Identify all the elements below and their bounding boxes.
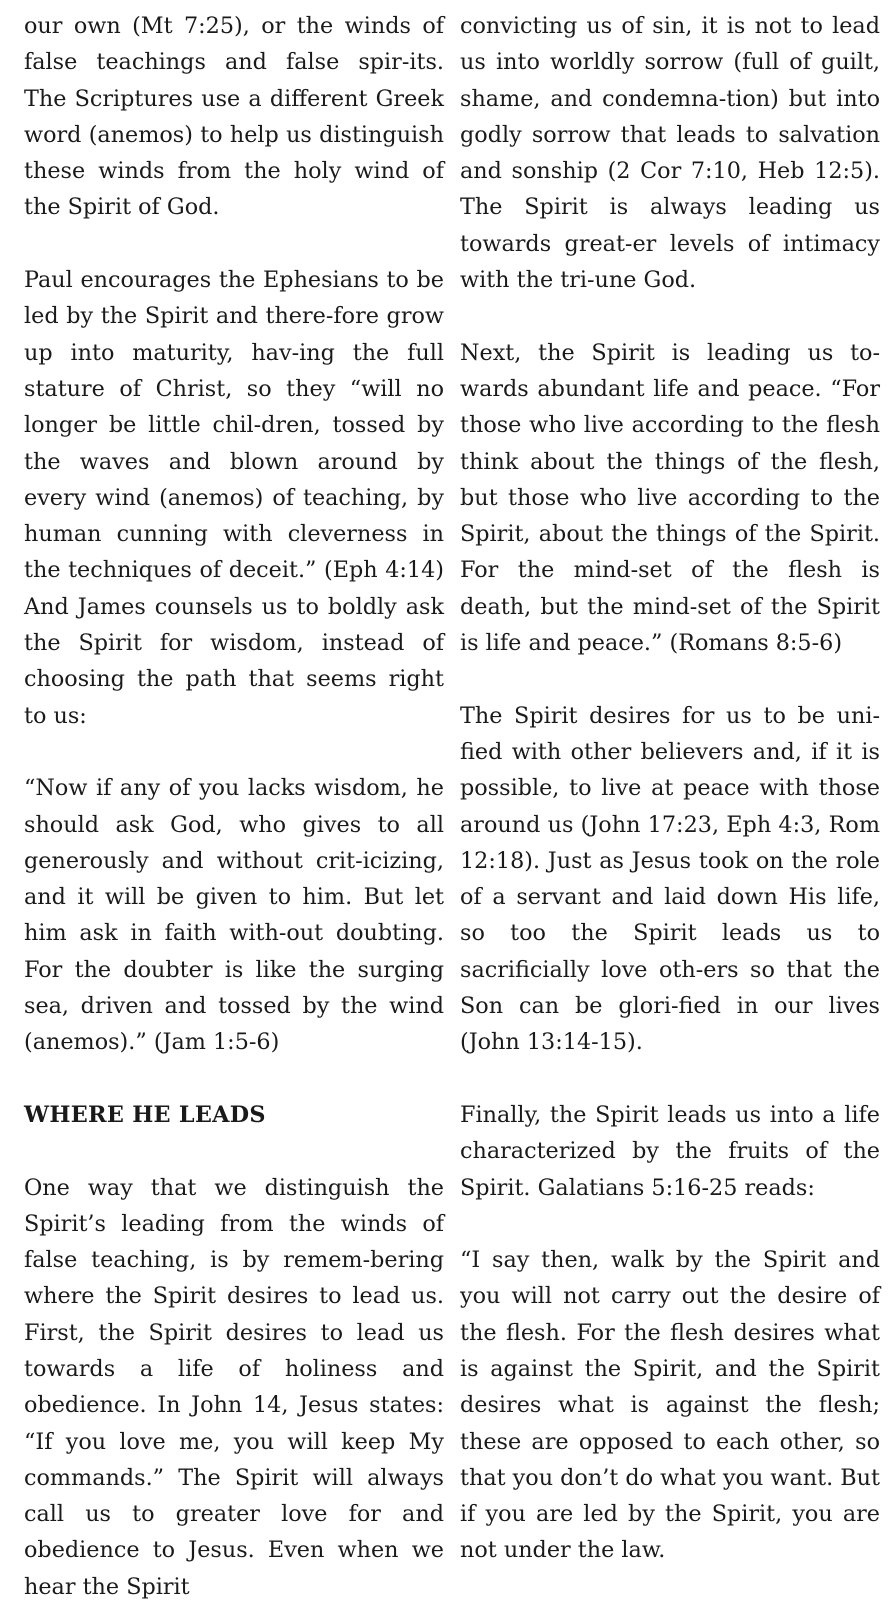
paragraph-galatians-quote: “I say then, walk by the Spirit and you will not carry out the desire of the flesh. For the flesh desires what is against the Spirit, and the Spirit desires what is against the flesh; these are opposed to each other, so that you don’t do what you want. But if you are led by the Spirit, you are not under the law.	[460, 1242, 880, 1569]
paragraph-life-and-peace: Next, the Spirit is leading us to-wards abundant life and peace. “For those who live according to the flesh think about the things of the flesh, but those who live according to the Spirit, about the things of the Spirit. For the mind-set of the flesh is death, but the mind-set of the Spirit is life and peace.” (Romans 8:5-6)	[460, 335, 880, 662]
paragraph-conviction: convicting us of sin, it is not to lead us into worldly sorrow (full of guilt, shame, and condemna-tion) but into godly sorrow that leads to salvation and sonship (2 Cor 7:10, Heb 12:5). The Spirit is always leading us towards great-er levels of intimacy with the tri-une God.	[460, 8, 880, 298]
paragraph-unity: The Spirit desires for us to be uni-fied with other believers and, if it is possible, to live at peace with those around us (John 17:23, Eph 4:3, Rom 12:18). Just as Jesus took on the role of a servant and laid down His life, so too the Spirit leads us to sacrificially love oth-ers so that the Son can be glori-fied in our lives (John 13:14-15).	[460, 698, 880, 1061]
right-column	[460, 8, 880, 1569]
left-column	[24, 8, 444, 1605]
paragraph-winds: our own (Mt 7:25), or the winds of false teachings and false spir-its. The Scriptures use a different Greek word (anemos) to help us distinguish these winds from the holy wind of the Spirit of God.	[24, 8, 444, 226]
paragraph-where-he-leads: One way that we distinguish the Spirit’s leading from the winds of false teaching, is by remem-bering where the Spirit desires to lead us. First, the Spirit desires to lead us towards a life of holiness and obedience. In John 14, Jesus states: “If you love me, you will keep My commands.” The Spirit will always call us to greater love for and obedience to Jesus. Even when we hear the Spirit	[24, 1170, 444, 1605]
paragraph-fruits: Finally, the Spirit leads us into a life characterized by the fruits of the Spirit. Galatians 5:16-25 reads:	[460, 1097, 880, 1206]
section-heading: WHERE HE LEADS	[24, 1097, 444, 1133]
paragraph-ephesians: Paul encourages the Ephesians to be led by the Spirit and there-fore grow up into maturity, hav-ing the full stature of Christ, so they “will no longer be little chil-dren, tossed by the waves and blown around by every wind (anemos) of teaching, by human cunning with cleverness in the techniques of deceit.” (Eph 4:14) And James counsels us to boldly ask the Spirit for wisdom, instead of choosing the path that seems right to us:	[24, 262, 444, 734]
paragraph-james-quote: “Now if any of you lacks wisdom, he should ask God, who gives to all generously and without crit-icizing, and it will be given to him. But let him ask in faith with-out doubting. For the doubter is like the surging sea, driven and tossed by the wind (anemos).” (Jam 1:5-6)	[24, 770, 444, 1060]
